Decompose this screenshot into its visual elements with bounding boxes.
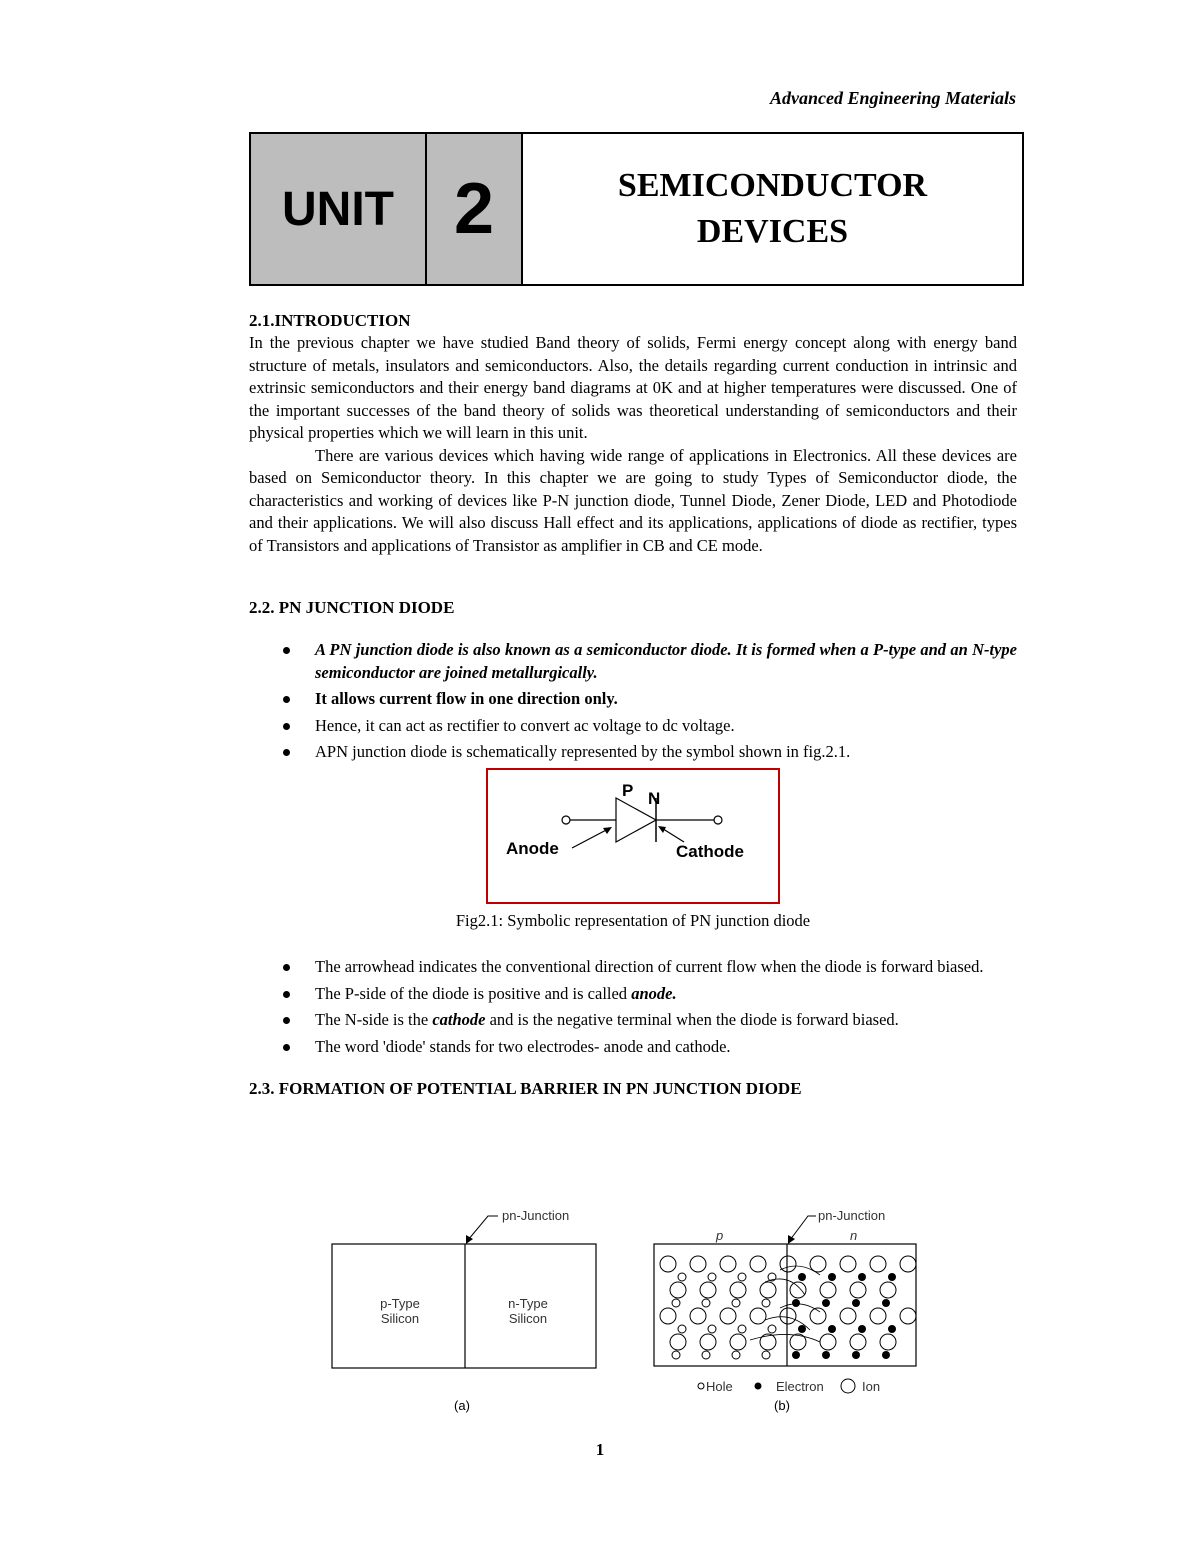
ion-marker — [790, 1282, 806, 1298]
figure-b — [654, 1208, 916, 1413]
bullet-item: APN junction diode is schematically represented by the symbol shown in fig.2.1. — [249, 741, 1017, 764]
ion-marker — [850, 1282, 866, 1298]
electron-marker — [882, 1351, 890, 1359]
ion-marker — [670, 1282, 686, 1298]
figure-2-1 — [249, 768, 1017, 904]
bullet-item: Hence, it can act as rectifier to convert ac voltage to dc voltage. — [249, 715, 1017, 738]
ion-marker — [720, 1308, 736, 1324]
svg-text:n: n — [850, 1228, 858, 1243]
section-heading-2-2: 2.2. PN JUNCTION DIODE — [249, 598, 455, 617]
ion-marker — [900, 1308, 916, 1324]
hole-marker — [708, 1273, 716, 1281]
page-number: 1 — [595, 1440, 605, 1459]
figure-a-label: (a) — [454, 1398, 470, 1413]
electron-marker — [798, 1325, 806, 1333]
unit-title — [523, 134, 1022, 284]
ion-marker — [820, 1334, 836, 1350]
ion-marker — [720, 1256, 736, 1272]
electron-marker — [888, 1273, 896, 1281]
pn-diode-bullets — [249, 639, 1017, 764]
p-label: P — [622, 780, 634, 800]
bullet-item: The word 'diode' stands for two electrodes- anode and cathode. — [249, 1036, 1017, 1059]
ion-marker — [880, 1334, 896, 1350]
hole-marker — [768, 1325, 776, 1333]
svg-text:n-Type: n-Type — [508, 1296, 548, 1311]
ion-marker — [730, 1334, 746, 1350]
electron-marker — [828, 1325, 836, 1333]
svg-text:Silicon: Silicon — [380, 1311, 420, 1326]
page-content — [249, 310, 1017, 1100]
pn-junction-figure — [320, 1200, 940, 1430]
unit-number: 2 — [427, 134, 523, 284]
svg-text:Ion: Ion — [862, 1379, 881, 1394]
svg-text:Hole: Hole — [706, 1379, 733, 1394]
ion-marker — [900, 1256, 916, 1272]
svg-text:p-Type: p-Type — [380, 1296, 420, 1311]
unit-title-line1: SEMICONDUCTOR — [617, 167, 928, 204]
unit-label: UNIT — [251, 134, 427, 284]
bullet-item: The arrowhead indicates the conventional direction of current flow when the diode is forward biased. — [249, 956, 1017, 979]
ion-marker — [750, 1256, 766, 1272]
electron-marker — [828, 1273, 836, 1281]
hole-marker — [762, 1299, 770, 1307]
cathode-label: Cathode — [676, 841, 744, 861]
svg-text:Electron: Electron — [776, 1379, 824, 1394]
hole-marker — [678, 1273, 686, 1281]
ion-marker — [670, 1334, 686, 1350]
diode-symbol-svg — [488, 770, 778, 902]
hole-marker — [672, 1299, 680, 1307]
hole-marker — [702, 1299, 710, 1307]
section-heading-2-3: 2.3. FORMATION OF POTENTIAL BARRIER IN PN JUNCTION DIODE — [249, 1079, 802, 1098]
hole-marker — [732, 1351, 740, 1359]
electron-marker — [858, 1273, 866, 1281]
electron-marker — [852, 1351, 860, 1359]
ion-marker — [880, 1282, 896, 1298]
hole-marker — [762, 1351, 770, 1359]
running-header: Advanced Engineering Materials — [769, 88, 1016, 108]
ion-marker — [850, 1334, 866, 1350]
ion-marker — [810, 1256, 826, 1272]
electron-marker — [858, 1325, 866, 1333]
bullet-item: The P-side of the diode is positive and is called anode. — [249, 983, 1017, 1006]
unit-title-line2: DEVICES — [696, 213, 849, 250]
ion-marker — [840, 1256, 856, 1272]
diode-symbol-figure — [486, 768, 780, 904]
ion-marker — [780, 1256, 796, 1272]
ion-marker — [820, 1282, 836, 1298]
ion-marker — [690, 1308, 706, 1324]
ion-marker — [700, 1282, 716, 1298]
electron-marker — [792, 1299, 800, 1307]
svg-text:Silicon: Silicon — [508, 1311, 548, 1326]
ion-marker — [780, 1308, 796, 1324]
figure-b-label: (b) — [774, 1398, 790, 1413]
intro-paragraph-2: There are various devices which having wide range of applications in Electronics. All these devices are based on Semiconductor theory. In this chapter we are going to study Types of Semiconductor diode, the characteristics and working of devices like P-N junction diode, Tunnel Diode, Zener Diode, LED and Photodiode and their applications. We will also discuss Hall effect and its applications, applications of diode as rectifier, types of Transistors and applications of Transistor as amplifier in CB and CE mode. — [249, 445, 1017, 555]
hole-marker — [738, 1325, 746, 1333]
electron-marker — [792, 1351, 800, 1359]
electron-marker — [798, 1273, 806, 1281]
svg-text:p: p — [716, 1228, 724, 1243]
electron-marker — [888, 1325, 896, 1333]
hole-marker — [672, 1351, 680, 1359]
electron-marker — [822, 1351, 830, 1359]
intro-paragraph-1: In the previous chapter we have studied Band theory of solids, Fermi energy concept along with energy band structure of metals, insulators and semiconductors. Also, the details regarding current conduction in intrinsic and extrinsic semiconductors and their energy band diagrams at 0K and at higher temperatures were discussed. One of the important successes of the band theory of solids was theoretical understanding of semiconductors and their physical properties which we will learn in this unit. — [249, 333, 1017, 442]
hole-marker — [708, 1325, 716, 1333]
figure-caption: Fig2.1: Symbolic representation of PN junction diode — [455, 910, 811, 930]
ion-marker — [760, 1334, 776, 1350]
electron-marker — [822, 1299, 830, 1307]
bullet-item: The N-side is the cathode and is the negative terminal when the diode is forward biased. — [249, 1009, 1017, 1032]
ion-marker — [690, 1256, 706, 1272]
ion-marker — [870, 1256, 886, 1272]
anode-label: Anode — [506, 838, 559, 858]
ion-marker — [700, 1334, 716, 1350]
ion-marker — [660, 1256, 676, 1272]
unit-banner — [249, 132, 1024, 286]
hole-marker — [702, 1351, 710, 1359]
ion-marker — [840, 1308, 856, 1324]
hole-marker — [732, 1299, 740, 1307]
electron-marker — [882, 1299, 890, 1307]
ion-marker — [760, 1282, 776, 1298]
hole-marker — [678, 1325, 686, 1333]
electron-marker — [852, 1299, 860, 1307]
junction-label-a: pn-Junction — [502, 1208, 570, 1223]
bullet-item: A PN junction diode is also known as a semiconductor diode. It is formed when a P-type and an N-type semiconductor are joined metallurgically. — [249, 639, 1017, 684]
figure-a — [332, 1208, 596, 1413]
ion-marker — [730, 1282, 746, 1298]
n-label: N — [648, 788, 661, 808]
ion-marker — [870, 1308, 886, 1324]
diode-notes-bullets — [249, 956, 1017, 1058]
hole-marker — [738, 1273, 746, 1281]
ion-marker — [660, 1308, 676, 1324]
ion-marker — [750, 1308, 766, 1324]
junction-label-b: pn-Junction — [818, 1208, 886, 1223]
section-heading-2-1: 2.1.INTRODUCTION — [249, 311, 411, 330]
bullet-item: It allows current flow in one direction only. — [249, 688, 1017, 711]
